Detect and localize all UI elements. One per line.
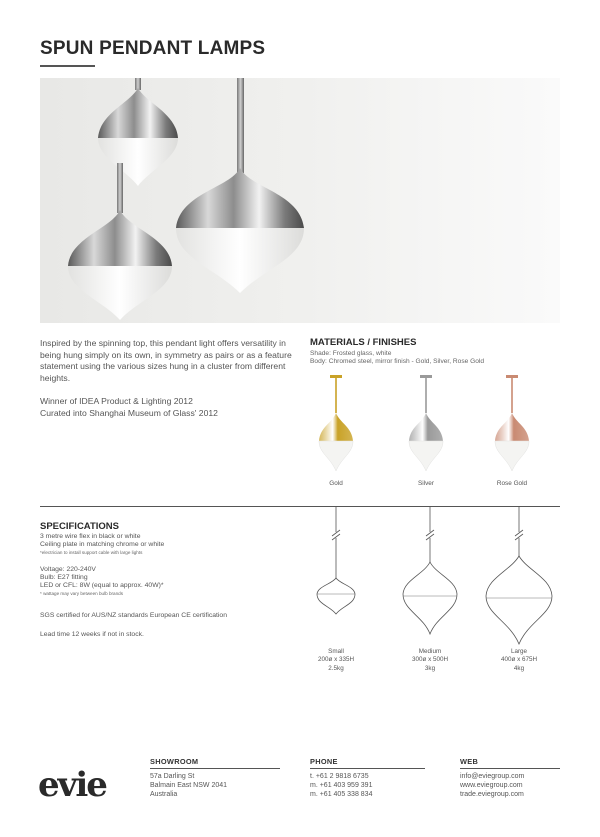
size-label-medium [390, 648, 470, 673]
showroom-street: 57a Darling St [150, 773, 195, 780]
showroom-heading: SHOWROOM [150, 757, 199, 766]
size-dimensions: 300ø x 500H [411, 656, 449, 664]
finish-label: Gold [329, 480, 343, 487]
materials-shade: Shade: Frosted glass, white [310, 350, 392, 357]
spec-lead-time: Lead time 12 weeks if not in stock. [40, 631, 144, 638]
spec-voltage: Voltage: 220-240V [40, 566, 96, 573]
size-weight: 3kg [424, 664, 436, 672]
size-weight: 4kg [513, 664, 525, 672]
web-heading: WEB [460, 757, 479, 766]
size-drawing-medium [390, 506, 470, 648]
hero-photo [40, 78, 560, 323]
finish-lamp-rose-gold [482, 375, 542, 475]
size-drawing-large [477, 506, 561, 648]
email-link[interactable]: info@eviegroup.com [460, 773, 525, 780]
showroom-suburb: Balmain East NSW 2041 [150, 782, 228, 789]
phone-heading: PHONE [310, 757, 338, 766]
size-label-small [296, 648, 376, 673]
showroom-country: Australia [150, 791, 178, 798]
award-idea: Winner of IDEA Product & Lighting 2012 [40, 396, 193, 406]
web-rule [460, 768, 560, 769]
size-drawing-small [300, 506, 372, 648]
logo-wordmark: evie [38, 765, 106, 804]
spec-certification: SGS certified for AUS/NZ standards European CE certification [40, 612, 227, 619]
materials-heading: MATERIALS / FINISHES [310, 337, 417, 348]
size-dimensions: 400ø x 675H [500, 656, 538, 664]
evie-logo [38, 764, 118, 804]
page-title: SPUN PENDANT LAMPS [40, 38, 266, 59]
size-name: Medium [418, 648, 442, 655]
size-dimensions: 200ø x 335H [317, 656, 355, 664]
phone-mobile-2[interactable]: m. +61 405 338 834 [310, 791, 373, 798]
size-name: Large [510, 648, 528, 655]
specifications-heading: SPECIFICATIONS [40, 521, 119, 532]
spec-ceiling-plate: Ceiling plate in matching chrome or white [40, 541, 165, 548]
spec-led: LED or CFL: 8W (equal to approx. 40W)* [40, 582, 164, 589]
finish-lamp-gold [306, 375, 366, 475]
trade-website-link[interactable]: trade.eviegroup.com [460, 791, 524, 798]
phone-mobile-1[interactable]: m. +61 403 959 391 [310, 782, 373, 789]
finish-label: Rose Gold [496, 480, 528, 487]
pendant-cluster-illustration [40, 78, 560, 323]
showroom-rule [150, 768, 280, 769]
spec-note-electrician: *electrician to install support cable with large lights [40, 550, 143, 555]
awards-block [40, 396, 295, 419]
spec-bulb: Bulb: E27 fitting [40, 574, 88, 581]
phone-landline[interactable]: t. +61 2 9818 6735 [310, 773, 369, 780]
size-name: Small [328, 648, 344, 655]
spec-wire: 3 metre wire flex in black or white [40, 533, 141, 540]
intro-paragraph: Inspired by the spinning top, this pendant light offers versatility in being hung simply on its own, in symmetry as pairs or as a feature statement using the various sizes hung in a cluster from different heights. [40, 338, 292, 383]
size-weight: 2.5kg [328, 664, 344, 672]
size-label-large [479, 648, 559, 673]
award-shanghai: Curated into Shanghai Museum of Glass' 2012 [40, 407, 218, 418]
materials-body: Body: Chromed steel, mirror finish - Gold, Silver, Rose Gold [310, 358, 485, 365]
spec-note-wattage: * wattage may vary between bulb brands [40, 591, 123, 596]
title-underline [40, 65, 95, 67]
website-link[interactable]: www.eviegroup.com [460, 782, 523, 789]
finish-label: Silver [418, 480, 434, 487]
finish-lamp-silver [396, 375, 456, 475]
phone-rule [310, 768, 425, 769]
